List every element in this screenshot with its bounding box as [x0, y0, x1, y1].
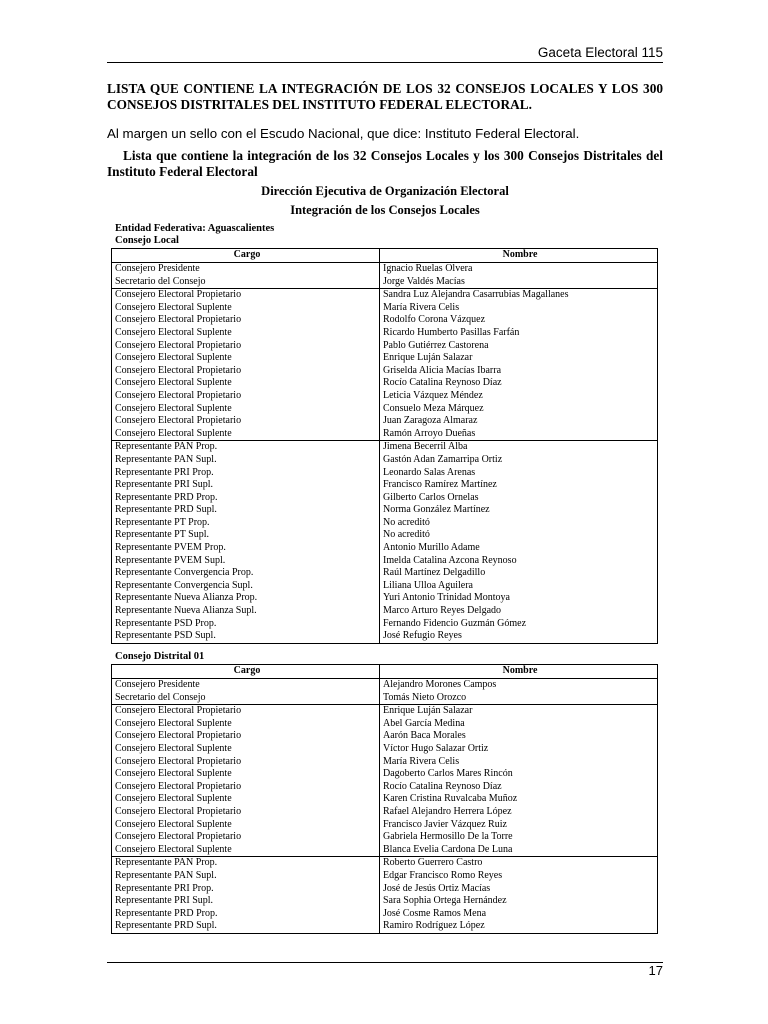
nombre-cell: Ramón Arroyo Dueñas [383, 427, 476, 439]
cargo-cell: Representante PVEM Prop. [112, 542, 380, 555]
nombre-cell: Leonardo Salas Arenas [383, 466, 476, 478]
cargo-cell: Consejero Electoral Propietario [112, 314, 380, 327]
cargo-cell: Representante Convergencia Prop. [112, 567, 380, 580]
nombre-cell: Fernando Fidencio Guzmán Gómez [383, 617, 527, 629]
header-rule [107, 62, 663, 63]
nombre-cell: Enrique Luján Salazar [383, 705, 473, 717]
table-row [112, 895, 658, 908]
table-row-group [112, 705, 658, 857]
nombre-cell: Roberto Guerrero Castro [383, 857, 483, 869]
nombre-cell: José de Jesús Ortiz Macías [383, 882, 491, 894]
cargo-cell: Representante PRD Prop. [112, 492, 380, 505]
nombre-cell: Consuelo Meza Márquez [383, 402, 484, 414]
cargo-cell: Consejero Electoral Propietario [112, 831, 380, 844]
cargo-cell: Consejero Presidente [112, 263, 380, 276]
column-header-nombre: Nombre [380, 665, 658, 679]
section-subtitle: Integración de los Consejos Locales [290, 203, 480, 217]
nombre-cell: Enrique Luján Salazar [383, 352, 473, 364]
entity-label: Entidad Federativa: Aguascalientes [115, 223, 275, 234]
table-row [112, 479, 658, 492]
nombre-cell: Pablo Gutiérrez Castorena [383, 339, 489, 351]
nombre-cell: Rodolfo Corona Vázquez [383, 314, 486, 326]
table-row-group [112, 679, 658, 705]
cargo-cell: Consejero Electoral Suplente [112, 718, 380, 731]
table-row [112, 870, 658, 883]
cargo-cell: Consejero Electoral Suplente [112, 793, 380, 806]
nombre-cell: Antonio Murillo Adame [383, 542, 480, 554]
nombre-cell: Tomás Nieto Orozco [383, 691, 467, 703]
cargo-cell: Consejero Electoral Propietario [112, 415, 380, 428]
cargo-cell: Consejero Electoral Suplente [112, 327, 380, 340]
table-row [112, 781, 658, 794]
table-row [112, 327, 658, 340]
cargo-cell: Consejero Electoral Suplente [112, 352, 380, 365]
table-row [112, 831, 658, 844]
cargo-cell: Representante Nueva Alianza Prop. [112, 592, 380, 605]
nombre-cell: No acreditó [383, 516, 430, 528]
table-row [112, 441, 658, 454]
cargo-cell: Consejero Electoral Propietario [112, 289, 380, 302]
nombre-cell: José Refugio Reyes [383, 630, 462, 642]
cargo-cell: Consejero Electoral Propietario [112, 806, 380, 819]
nombre-cell: Víctor Hugo Salazar Ortiz [383, 742, 489, 754]
cargo-cell: Consejero Electoral Propietario [112, 390, 380, 403]
cargo-cell: Representante PRI Supl. [112, 479, 380, 492]
nombre-cell: Rocío Catalina Reynoso Díaz [383, 377, 502, 389]
table-row [112, 920, 658, 933]
cargo-cell: Representante PRI Prop. [112, 467, 380, 480]
table-row [112, 504, 658, 517]
cargo-cell: Secretario del Consejo [112, 692, 380, 705]
nombre-cell: Edgar Francisco Romo Reyes [383, 869, 503, 881]
nombre-cell: Griselda Alicia Macías Ibarra [383, 364, 502, 376]
table-row [112, 743, 658, 756]
nombre-cell: Gabriela Hermosillo De la Torre [383, 831, 513, 843]
cargo-cell: Secretario del Consejo [112, 276, 380, 289]
cargo-cell: Consejero Electoral Suplente [112, 844, 380, 857]
table-row [112, 806, 658, 819]
nombre-cell: Karen Cristina Ruvalcaba Muñoz [383, 793, 518, 805]
cargo-cell: Consejero Electoral Suplente [112, 403, 380, 416]
cargo-cell: Representante Convergencia Supl. [112, 580, 380, 593]
cargo-cell: Representante PAN Supl. [112, 454, 380, 467]
nombre-cell: Marco Arturo Reyes Delgado [383, 605, 502, 617]
table-row [112, 618, 658, 631]
table-row [112, 908, 658, 921]
table-row [112, 705, 658, 718]
cargo-cell: Consejero Electoral Suplente [112, 768, 380, 781]
nombre-cell: José Cosme Ramos Mena [383, 907, 487, 919]
nombre-cell: Ramiro Rodríguez López [383, 920, 485, 932]
cargo-cell: Representante PT Supl. [112, 529, 380, 542]
table-row [112, 415, 658, 428]
table-row [112, 580, 658, 593]
cargo-cell: Representante PSD Supl. [112, 630, 380, 643]
table-row [112, 263, 658, 276]
table-row [112, 377, 658, 390]
table-row [112, 718, 658, 731]
table-row [112, 403, 658, 416]
nombre-cell: Gilberto Carlos Ornelas [383, 491, 479, 503]
cargo-cell: Representante PAN Prop. [112, 441, 380, 454]
running-header: Gaceta Electoral 115 [537, 45, 663, 60]
nombre-cell: María Rivera Celis [383, 755, 460, 767]
nombre-cell: Ignacio Ruelas Olvera [383, 263, 473, 274]
table-row [112, 492, 658, 505]
cargo-cell: Representante PVEM Supl. [112, 555, 380, 568]
nombre-cell: Aarón Baca Morales [383, 730, 466, 742]
nombre-cell: Jorge Valdés Macías [383, 275, 465, 287]
column-header-cargo: Cargo [112, 665, 380, 679]
cargo-cell: Consejero Electoral Propietario [112, 781, 380, 794]
direction-heading: Dirección Ejecutiva de Organización Electoral [261, 184, 509, 198]
nombre-cell: Liliana Ulloa Aguilera [383, 579, 473, 591]
nombre-cell: Dagoberto Carlos Mares Rincón [383, 768, 513, 780]
cargo-cell: Representante PRD Supl. [112, 504, 380, 517]
table-row [112, 819, 658, 832]
cargo-cell: Consejero Electoral Propietario [112, 340, 380, 353]
table-row [112, 844, 658, 857]
table-row [112, 390, 658, 403]
table-row [112, 314, 658, 327]
nombre-cell: Francisco Ramírez Martínez [383, 479, 497, 491]
table-row [112, 467, 658, 480]
table-row [112, 517, 658, 530]
table-row [112, 730, 658, 743]
table-row [112, 302, 658, 315]
column-header-nombre: Nombre [380, 249, 658, 263]
table-header-row [112, 249, 658, 263]
nombre-cell: Raúl Martínez Delgadillo [383, 567, 486, 579]
table-row-group [112, 857, 658, 934]
cargo-cell: Representante PRD Supl. [112, 920, 380, 933]
cargo-cell: Consejero Electoral Suplente [112, 377, 380, 390]
nombre-cell: Rocío Catalina Reynoso Díaz [383, 780, 502, 792]
local-council-table [111, 248, 658, 644]
nombre-cell: María Rivera Celis [383, 301, 460, 313]
table-row [112, 692, 658, 705]
local-council-label: Consejo Local [115, 235, 179, 246]
table-row [112, 630, 658, 643]
nombre-cell: No acreditó [383, 529, 430, 541]
cargo-cell: Representante Nueva Alianza Supl. [112, 605, 380, 618]
table-row-group [112, 441, 658, 644]
column-header-cargo: Cargo [112, 249, 380, 263]
cargo-cell: Consejero Electoral Propietario [112, 730, 380, 743]
table-row [112, 768, 658, 781]
cargo-cell: Representante PT Prop. [112, 517, 380, 530]
cargo-cell: Consejero Electoral Propietario [112, 365, 380, 378]
cargo-cell: Consejero Electoral Suplente [112, 819, 380, 832]
nombre-cell: Leticia Vázquez Méndez [383, 389, 483, 401]
cargo-cell: Consejero Electoral Suplente [112, 743, 380, 756]
table-row [112, 592, 658, 605]
cargo-cell: Representante PRI Supl. [112, 895, 380, 908]
table-row [112, 542, 658, 555]
cargo-cell: Consejero Electoral Suplente [112, 428, 380, 441]
table-row [112, 567, 658, 580]
cargo-cell: Representante PRD Prop. [112, 908, 380, 921]
nombre-cell: Gastón Adan Zamarripa Ortiz [383, 453, 503, 465]
table-row [112, 340, 658, 353]
table-row [112, 289, 658, 302]
stamp-note: Al margen un sello con el Escudo Nacional, que dice: Instituto Federal Electoral. [107, 126, 580, 141]
cargo-cell: Consejero Electoral Propietario [112, 705, 380, 718]
table-header-row [112, 665, 658, 679]
cargo-cell: Consejero Electoral Suplente [112, 302, 380, 315]
nombre-cell: Juan Zaragoza Almaraz [383, 415, 478, 427]
cargo-cell: Representante PAN Prop. [112, 857, 380, 870]
cargo-cell: Representante PAN Supl. [112, 870, 380, 883]
cargo-cell: Representante PRI Prop. [112, 883, 380, 896]
nombre-cell: Norma González Martínez [383, 504, 490, 516]
table-row [112, 605, 658, 618]
district-council-label: Consejo Distrital 01 [115, 651, 205, 662]
cargo-cell: Consejero Presidente [112, 679, 380, 692]
nombre-cell: Sandra Luz Alejandra Casarrubias Magallanes [383, 289, 569, 301]
nombre-cell: Blanca Evelia Cardona De Luna [383, 843, 513, 855]
nombre-cell: Rafael Alejandro Herrera López [383, 805, 512, 817]
table-row [112, 756, 658, 769]
table-row [112, 428, 658, 441]
page-number: 17 [648, 963, 663, 978]
table-row [112, 529, 658, 542]
table-row [112, 365, 658, 378]
table-row-group [112, 263, 658, 289]
nombre-cell: Ricardo Humberto Pasillas Farfán [383, 326, 520, 338]
cargo-cell: Representante PSD Prop. [112, 618, 380, 631]
table-row [112, 857, 658, 870]
table-row [112, 679, 658, 692]
district-council-table [111, 664, 658, 934]
table-row [112, 454, 658, 467]
table-row [112, 793, 658, 806]
nombre-cell: Alejandro Morones Campos [383, 679, 497, 690]
nombre-cell: Francisco Javier Vázquez Ruiz [383, 818, 507, 830]
nombre-cell: Yuri Antonio Trinidad Montoya [383, 592, 510, 604]
table-row [112, 883, 658, 896]
cargo-cell: Consejero Electoral Propietario [112, 756, 380, 769]
table-row-group [112, 289, 658, 441]
nombre-cell: Abel García Medina [383, 717, 465, 729]
table-row [112, 555, 658, 568]
document-title: LISTA QUE CONTIENE LA INTEGRACIÓN DE LOS 32 CONSEJOS LOCALES Y LOS 300 CONSEJOS DISTRITALES DEL INSTITUTO FEDERAL ELECTORAL. [107, 81, 663, 112]
table-row [112, 276, 658, 289]
intro-paragraph: Lista que contiene la integración de los 32 Consejos Locales y los 300 Consejos Distritales del Instituto Federal Electoral [107, 148, 663, 179]
nombre-cell: Jimena Becerril Alba [383, 441, 468, 453]
nombre-cell: Imelda Catalina Azcona Reynoso [383, 554, 517, 566]
table-row [112, 352, 658, 365]
nombre-cell: Sara Sophia Ortega Hernández [383, 895, 507, 907]
